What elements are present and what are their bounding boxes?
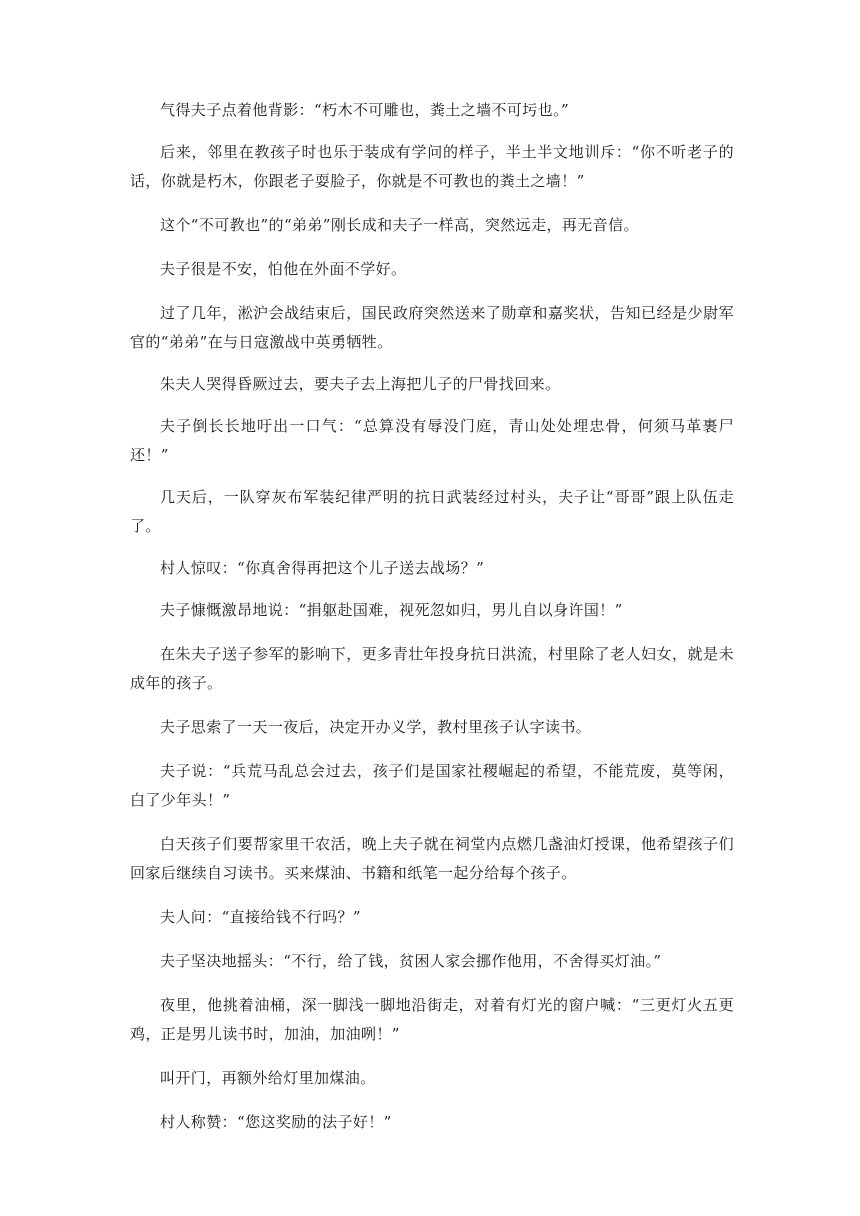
paragraph-18: 叫开门，再额外给灯里加煤油。: [160, 1069, 376, 1087]
paragraph-1: 气得夫子点着他背影：“朽木不可雕也，粪土之墙不可圬也。”: [160, 101, 570, 119]
paragraph-5: 过了几年，淞沪会战结束后，国民政府突然送来了勋章和嘉奖状，告知已经是少尉军官的“弟弟”在与日寇激战中英勇牺牲。: [130, 304, 734, 351]
paragraph-13: 夫子说：“兵荒马乱总会过去，孩子们是国家社稷崛起的希望，不能荒废，莫等闲，白了少年头！”: [130, 762, 734, 809]
paragraph-8: 几天后，一队穿灰布军装纪律严明的抗日武装经过村头，夫子让“哥哥”跟上队伍走了。: [130, 488, 734, 535]
paragraph-9: 村人惊叹：“你真舍得再把这个儿子送去战场？”: [160, 559, 485, 577]
paragraph-7: 夫子倒长长地吁出一口气：“总算没有辱没门庭，青山处处埋忠骨，何须马革裹尸还！”: [130, 417, 734, 464]
paragraph-16: 夫子坚决地摇头：“不行，给了钱，贫困人家会挪作他用，不舍得买灯油。”: [160, 952, 662, 970]
paragraph-6: 朱夫人哭得昏厥过去，要夫子去上海把儿子的尸骨找回来。: [160, 375, 561, 393]
document-page: [130, 96, 734, 1137]
paragraph-14: 白天孩子们要帮家里干农活，晚上夫子就在祠堂内点燃几盏油灯授课，他希望孩子们回家后继续自习读书。买来煤油、书籍和纸笔一起分给每个孩子。: [130, 835, 734, 882]
paragraph-17: 夜里，他挑着油桶，深一脚浅一脚地沿街走，对着有灯光的窗户喊：“三更灯火五更鸡，正是男儿读书时，加油，加油咧！”: [130, 996, 734, 1043]
paragraph-10: 夫子慷慨激昂地说：“捐躯赴国难，视死忽如归，男儿自以身许国！”: [160, 601, 623, 619]
paragraph-19: 村人称赞：“您这奖励的法子好！”: [160, 1113, 392, 1131]
paragraph-12: 夫子思索了一天一夜后，决定开办义学，教村里孩子认字读书。: [160, 718, 592, 736]
paragraph-11: 在朱夫子送子参军的影响下，更多青壮年投身抗日洪流，村里除了老人妇女，就是未成年的孩子。: [130, 645, 734, 692]
paragraph-4: 夫子很是不安，怕他在外面不学好。: [160, 260, 407, 278]
paragraph-2: 后来，邻里在教孩子时也乐于装成有学问的样子，半土半文地训斥：“你不听老子的话，你就是朽木，你跟老子耍脸子，你就是不可教也的粪土之墙！”: [130, 143, 734, 190]
paragraph-3: 这个“不可教也”的“弟弟”刚长成和夫子一样高，突然远走，再无音信。: [160, 216, 639, 234]
paragraph-15: 夫人问：“直接给钱不行吗？”: [160, 908, 361, 926]
